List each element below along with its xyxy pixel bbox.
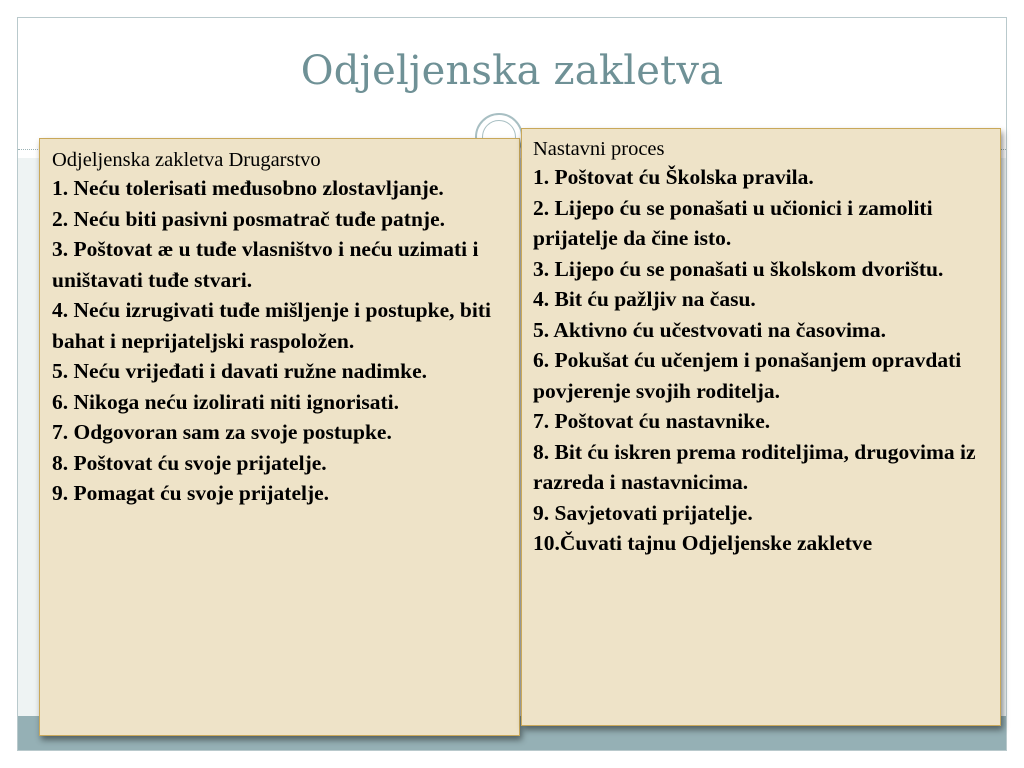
list-item: 6. Nikoga neću izolirati niti ignorisati. [52,389,399,414]
slide-title: Odjeljenska zakletva [300,48,724,94]
list-item: 1. Poštovat ću Školska pravila. [533,165,814,189]
card-heading: Odjeljenska zakletva Drugarstvo [52,149,321,171]
list-item: 9. Savjetovati prijatelje. [533,500,753,525]
list-item: 7. Odgovoran sam za svoje postupke. [52,420,392,444]
oath-card-teaching-process [521,128,1001,726]
list-item: 2. Neću biti pasivni posmatrač tuđe patnje. [52,206,445,231]
list-item: 3. Lijepo ću se ponašati u školskom dvorištu. [533,256,944,281]
list-item: 5. Neću vrijeđati i davati ružne nadimke. [52,359,428,383]
list-item: 2. Lijepo ću se ponašati u učionici i zamoliti prijatelje da čine isto. [533,195,933,250]
list-item: 8. Poštovat ću svoje prijatelje. [52,450,327,475]
list-item: 10.Čuvati tajnu Odjeljenske zakletve [533,531,873,555]
list-item: 6. Pokušat ću učenjem i ponašanjem opravdati povjerenje svojih roditelja. [533,348,962,403]
list-item: 3. Poštovat æ u tuđe vlasništvo i neću uzimati i uništavati tuđe stvari. [52,237,479,292]
list-item: 8. Bit ću iskren prema roditeljima, drugovima iz razreda i nastavnicima. [533,439,976,494]
list-item: 7. Poštovat ću nastavnike. [533,409,771,433]
list-item: 4. Bit ću pažljiv na času. [533,287,756,311]
list-item: 4. Neću izrugivati tuđe mišljenje i postupke, biti bahat i neprijateljski raspoložen. [52,298,491,353]
list-item: 9. Pomagat ću svoje prijatelje. [52,481,330,505]
oath-list [533,162,989,559]
list-item: 5. Aktivno ću učestvovati na časovima. [533,317,886,342]
card-heading: Nastavni proces [533,138,665,160]
oath-card-friendship [39,138,520,736]
oath-list [52,173,507,509]
list-item: 1. Neću tolerisati međusobno zlostavljanje. [52,176,444,200]
